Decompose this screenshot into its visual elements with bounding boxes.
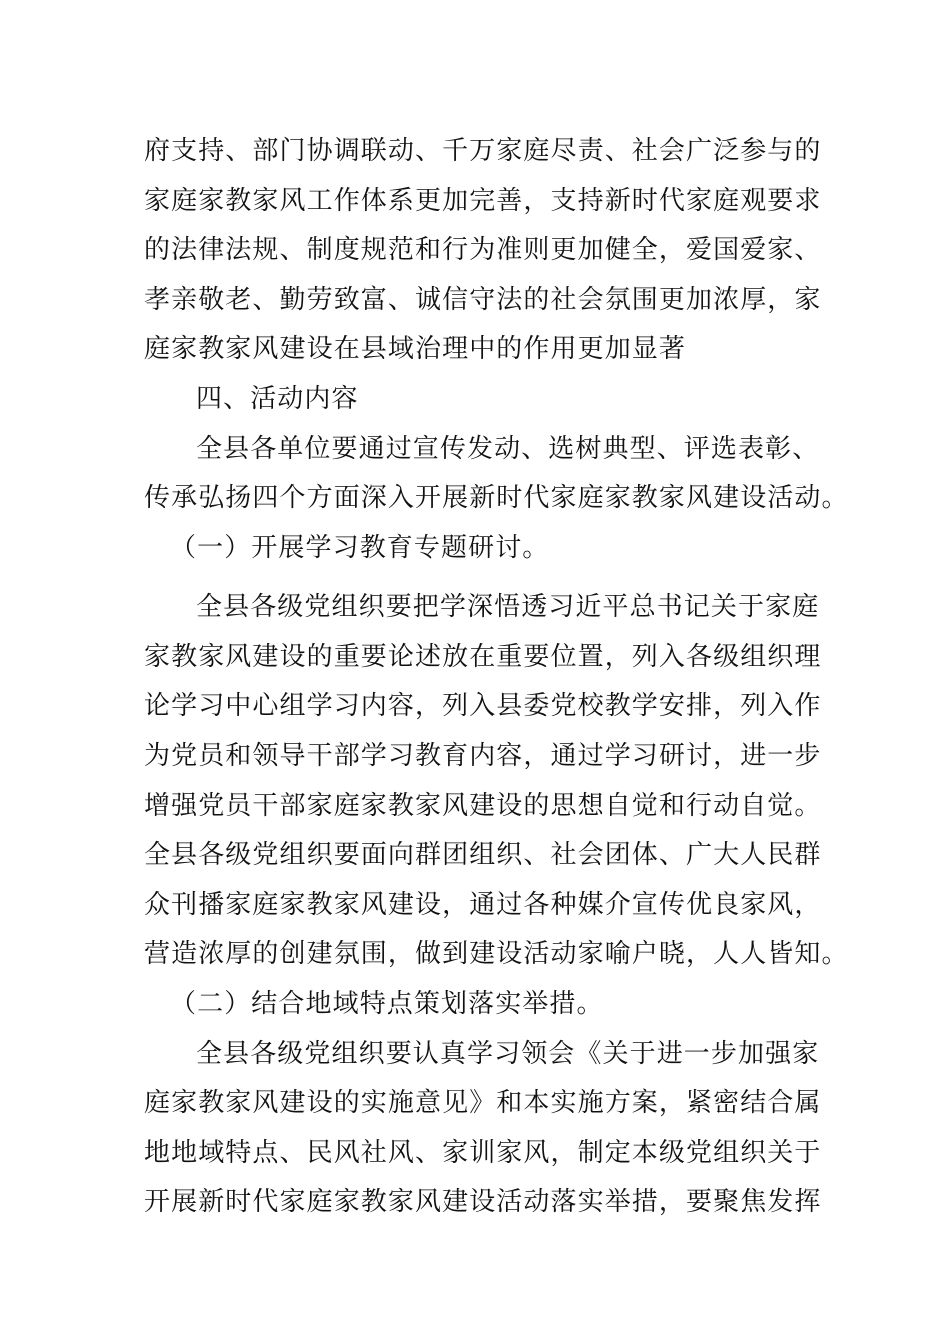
paragraph-first-line: 全县各级党组织要认真学习领会《关于进一步加强家 <box>196 1039 820 1069</box>
body-line: 增强党员干部家庭家教家风建设的思想自觉和行动自觉。 <box>144 791 822 821</box>
body-line: 庭家教家风建设在县域治理中的作用更加显著 <box>144 334 687 364</box>
paragraph-first-line: 全县各单位要通过宣传发动、选树典型、评选表彰、 <box>196 434 820 464</box>
body-line: 为党员和领导干部学习教育内容，通过学习研讨，进一步 <box>144 741 822 771</box>
body-line: 传承弘扬四个方面深入开展新时代家庭家教家风建设活动。 <box>144 483 849 513</box>
paragraph-first-line: 全县各级党组织要把学深悟透习近平总书记关于家庭 <box>196 592 820 622</box>
body-line: 庭家教家风建设的实施意见》和本实施方案，紧密结合属 <box>144 1088 822 1118</box>
subsection-heading: （一）开展学习教育专题研讨。 <box>170 533 550 563</box>
body-line: 地地域特点、民风社风、家训家风，制定本级党组织关于 <box>144 1138 822 1168</box>
body-line: 全县各级党组织要面向群团组织、社会团体、广大人民群 <box>144 840 822 870</box>
body-line: 论学习中心组学习内容，列入县委党校教学安排，列入作 <box>144 691 822 721</box>
body-line: 的法律法规、制度规范和行为准则更加健全，爱国爱家、 <box>144 235 822 265</box>
body-line: 家庭家教家风工作体系更加完善，支持新时代家庭观要求 <box>144 186 822 216</box>
body-line: 府支持、部门协调联动、千万家庭尽责、社会广泛参与的 <box>144 136 822 166</box>
body-line: 众刊播家庭家教家风建设，通过各种媒介宣传优良家风， <box>144 890 822 920</box>
body-line: 孝亲敬老、勤劳致富、诚信守法的社会氛围更加浓厚，家 <box>144 285 822 315</box>
body-line: 家教家风建设的重要论述放在重要位置，列入各级组织理 <box>144 642 822 672</box>
body-line: 营造浓厚的创建氛围，做到建设活动家喻户晓，人人皆知。 <box>144 939 849 969</box>
subsection-heading: （二）结合地域特点策划落实举措。 <box>170 989 604 1019</box>
section-heading: 四、活动内容 <box>196 384 359 414</box>
body-line: 开展新时代家庭家教家风建设活动落实举措，要聚焦发挥 <box>144 1187 822 1217</box>
